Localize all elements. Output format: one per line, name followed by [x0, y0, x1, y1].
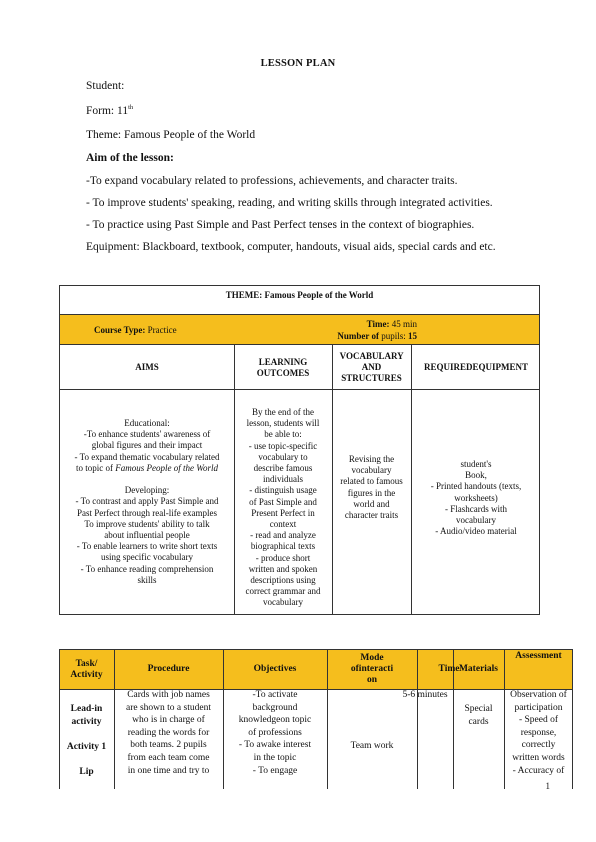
task-cell: Lead-in activity Activity 1 Lip — [66, 704, 107, 777]
equipment-line: Equipment: Blackboard, textbook, computer, handouts, visual aids, special cards and etc. — [86, 241, 496, 253]
objectives-header: Objectives — [253, 664, 297, 674]
vocabulary-header: VOCABULARY AND STRUCTURES — [339, 351, 404, 383]
course-info-row — [60, 315, 539, 345]
outcomes-header: LEARNING OUTCOMES — [256, 356, 310, 378]
task-table — [59, 649, 573, 789]
pupils-count: Number of pupils: 15 — [337, 331, 417, 341]
form-suffix: th — [128, 104, 134, 112]
theme-row: THEME: Famous People of the World — [60, 286, 539, 315]
theme-line: Theme: Famous People of the World — [86, 129, 256, 141]
mode-header: Mode ofinteracti on — [350, 653, 394, 685]
aims-line-italic: to topic of Famous People of the World — [76, 462, 218, 473]
aim-item: - To improve students' speaking, reading, and writing skills through integrated activities. — [86, 197, 493, 209]
mode-cell: Team work — [350, 741, 394, 751]
time-cell: 5-6 minutes — [402, 690, 448, 700]
materials-cell: Special cards — [464, 704, 493, 727]
student-label: Student: — [86, 80, 125, 92]
form-line — [86, 105, 133, 117]
page-title: LESSON PLAN — [260, 58, 336, 69]
aim-item: - To practice using Past Simple and Past Perfect tenses in the context of biographies. — [86, 219, 475, 231]
objectives-cell: -To activate background knowledgeon topic of professions - To awake interest in the topic - To engage — [238, 690, 312, 776]
procedure-header: Procedure — [147, 664, 190, 674]
equipment-cell: student's Book, - Printed handouts (texts, worksheets) - Flashcards with vocabulary - Audio/video material — [430, 459, 522, 537]
assessment-cell: Observation of participation - Speed of response, correctly written words - Accuracy of — [510, 690, 567, 776]
aim-heading: Aim of the lesson: — [86, 152, 174, 164]
procedure-cell: Cards with job names are shown to a student who is in charge of reading the words for both teams. 2 pupils from each team come in one time and try to — [126, 690, 211, 776]
course-type: Course Type: Practice — [94, 325, 177, 335]
time-value: Time: 45 min — [366, 319, 417, 329]
page-number: 1 — [545, 781, 550, 791]
assessment-header: Assessment — [515, 651, 562, 661]
aim-item: -To expand vocabulary related to professions, achievements, and character traits. — [86, 175, 458, 187]
time-and-pupils — [337, 318, 417, 342]
task-header: Task/ Activity — [70, 658, 103, 680]
aims-cell: Educational: -To enhance students' awareness of global figures and their impact - To expand thematic vocabulary related to topic of Famous People of the World Developing: - To contrast and apply Past Simple and Past Perfect through real-life examples To improve students' ability to talk about influential people - To enable learners to write short texts using specific vocabulary - To enhance reading comprehension skills — [60, 418, 234, 586]
outcomes-cell: By the end of the lesson, students will be able to: - use topic-specific vocabulary to describe famous individuals - distinguish usage of Past Simple and Present Perfect in context - read and analyze biographical texts - produce short written and spoken descriptions using correct grammar and vocabulary — [245, 407, 321, 608]
theme-table — [59, 285, 540, 615]
aims-header: AIMS — [135, 362, 159, 372]
form-label: Form: 11 — [86, 105, 129, 117]
time-header: Time — [438, 664, 460, 674]
materials-header: Materials — [458, 664, 499, 674]
vocabulary-cell: Revising the vocabulary related to famous figures in the world and character traits — [340, 454, 403, 521]
equipment-header: REQUIREDEQUIPMENT — [423, 362, 528, 372]
